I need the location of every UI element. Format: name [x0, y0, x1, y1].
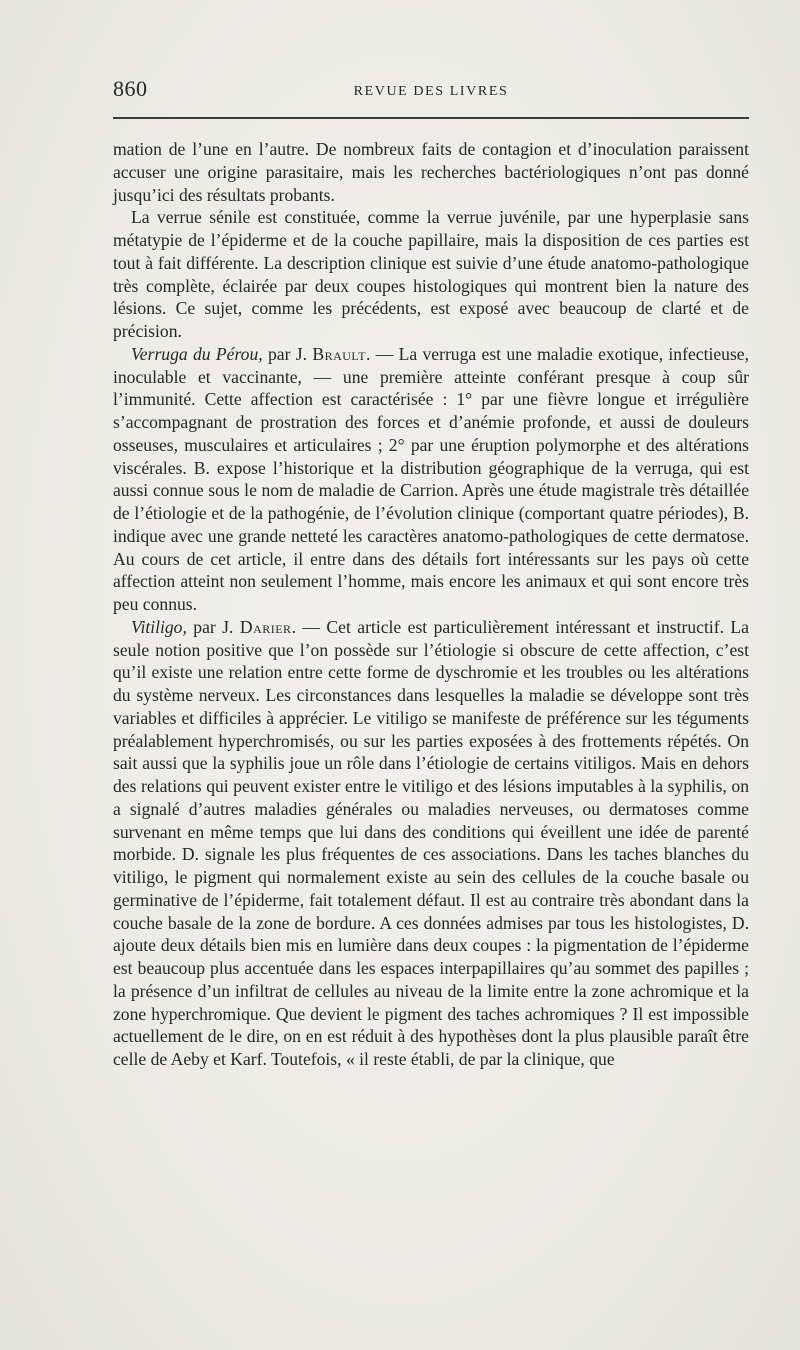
author-brault: Brault — [312, 343, 366, 364]
page-header — [113, 76, 749, 106]
paragraph-verruga-text: . — La verruga est une maladie exotique, infectieuse, inoculable et vaccinante, — une première atteinte conférant presque à coup sûr l’immunité. Cette affection est caractérisée : 1° par une fièvre longue et irrégulière s’accompagnant de prostration des forces et d’anémie profonde, et aussi de douleurs osseuses, musculaires et articulaires ; 2° par une éruption polymorphe et des altérations viscérales. B. expose l’historique et la distribution géographique de la verruga, qui est aussi connue sous le nom de maladie de Carrion. Après une étude magistrale très détaillée de l’étiologie et de la pathogénie, de l’évolution clinique (comportant quatre périodes), B. indique avec une grande netteté les caractères anatomo-pathologiques de cette dermatose. Au cours de cet article, il entre dans des détails fort intéressants sur les pays où cette affection atteint non seulement l’homme, mais encore les animaux et qui sont encore très peu connus. — [113, 343, 750, 614]
byline-prefix: par J. — [262, 343, 313, 364]
byline-prefix: par J. — [186, 616, 240, 637]
article-body — [113, 138, 749, 1071]
paragraph-vitiligo — [113, 616, 749, 1071]
paragraph-verruga — [113, 343, 749, 616]
header-rule — [113, 117, 749, 119]
paragraph-verrue-senile: La verrue sénile est constituée, comme la verrue juvénile, par une hyperplasie sans métatypie de l’épiderme et de la couche papillaire, mais la disposition de ces parties est tout à fait différente. La description clinique est suivie d’une étude anatomo-pathologique très complète, éclairée par deux coupes histologiques qui montrent bien la nature des lésions. Ce sujet, comme les précédents, est exposé avec beaucoup de clarté et de précision. — [113, 207, 749, 341]
section-title-vitiligo: Vitiligo, — [131, 616, 187, 637]
paragraph-vitiligo-text: . — Cet article est particulièrement intéressant et instructif. La seule notion positive que l’on possède sur l’étiologie si obscure de cette affection, c’est qu’il existe une relation entre cette forme de dyschromie et les troubles ou les altérations du système nerveux. Les circonstances dans lesquelles la maladie se développe sont très variables et difficiles à apprécier. Le vitiligo se manifeste de préférence sur les téguments préalablement hyperchromisés, ou sur les parties exposées à des frottements répétés. On sait aussi que la syphilis joue un rôle dans l’étiologie de certains vitiligos. Mais en dehors des relations qui peuvent exister entre le vitiligo et des lésions imputables à la syphilis, on a signalé d’autres maladies générales ou maladies nerveuses, ou dermatoses comme survenant en même temps que lui dans des conditions qui éveillent une idée de parenté morbide. D. signale les plus fréquentes de ces associations. Dans les taches blanches du vitiligo, le pigment qui normalement existe au sein des cellules de la couche basale ou germinative de l’épiderme, fait totalement défaut. Il est au contraire très abondant dans la couche basale de la zone de bordure. A ces données admises par tous les histologistes, D. ajoute deux détails bien mis en lumière dans deux coupes : la pigmentation de l’épiderme est beaucoup plus accentuée dans les espaces interpapillaires qu’au sommet des papilles ; la présence d’un infiltrat de cellules au niveau de la limite entre la zone achromique et la zone hyperchromique. Que devient le pigment des taches achromiques ? Il est impossible actuellement de le dire, on en est réduit à des hypothèses dont la plus plausible paraît être celle de Aeby et Karf. Toutefois, « il reste établi, de par la clinique, que — [113, 616, 749, 1069]
section-title-verruga: Verruga du Pérou, — [131, 343, 263, 364]
page-number: 860 — [113, 76, 148, 101]
author-darier: Darier — [239, 616, 292, 637]
paragraph-continuation: mation de l’une en l’autre. De nombreux faits de contagion et d’inoculation paraissent accuser une origine parasitaire, mais les recherches bactériologiques n’ont pas donné jusqu’ici des résultats probants. — [113, 139, 749, 205]
running-head: REVUE DES LIVRES — [353, 84, 509, 99]
